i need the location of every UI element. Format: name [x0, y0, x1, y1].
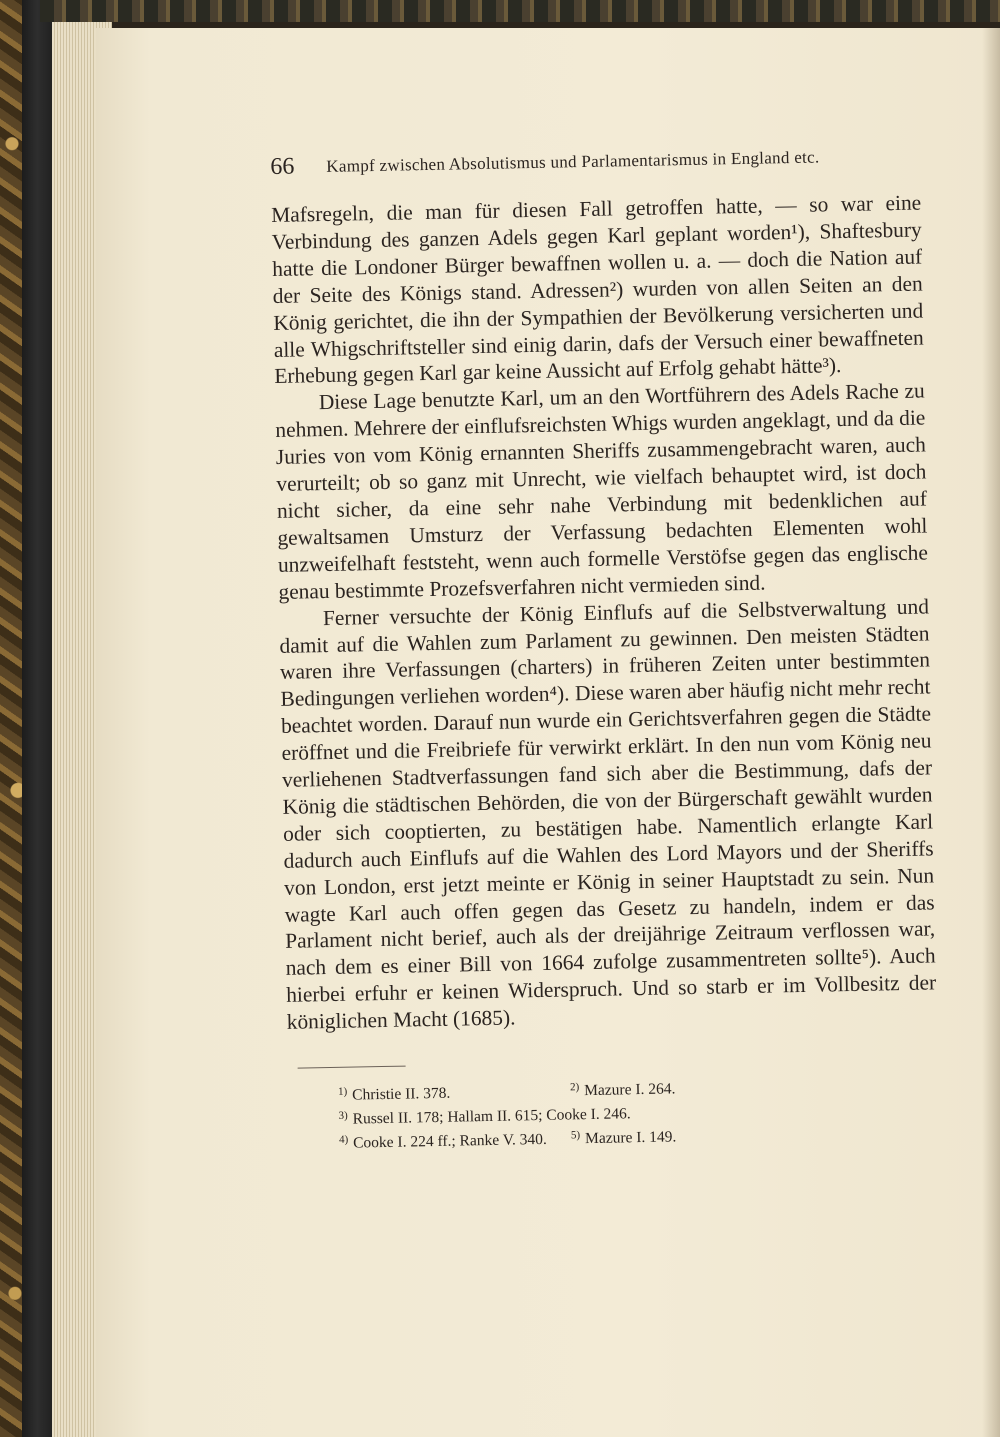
footnote-text: Mazure I. 264.	[584, 1080, 676, 1100]
body-paragraph-3: Ferner versuchte der König Einflufs auf die Selbstverwaltung und damit auf die Wahlen zum Parlament zu gewinnen. Den meisten Städten waren ihre Verfassungen (charters) in früheren Zeiten unter bestimmten Bedingungen verliehen worden⁴). Diese waren aber häufig nicht mehr recht beachtet worden. Darauf nun wurde ein Gerichtsverfahren gegen die Städte eröffnet und die Freibriefe für verwirkt erklärt. In den nun vom König neu verliehenen Stadtverfassungen fand sich aber die Bestimmung, dafs der König die städtischen Behörden, die von der Bürgerschaft gewählt wurden oder sich cooptierten, zu bestätigen habe. Namentlich erlangte Karl dadurch auch Einflufs auf die Wahlen des Lord Mayors und der Sheriffs von London, erst jetzt meinte er König in seiner Hauptstadt zu sein. Nun wagte Karl auch offen gegen das Gesetz zu handeln, indem er das Parlament nicht berief, auch als der dreijährige Zeitraum verflossen war, nach dem es einer Bill von 1664 zufolge zusammentreten sollte⁵). Auch hierbei erfuhr er keinen Widerspruch. Und so starb er im Vollbesitz der königlichen Macht (1685).	[279, 594, 937, 1035]
footnote-number: 5)	[570, 1129, 581, 1142]
footnote-divider	[298, 1066, 406, 1069]
top-binding-strip	[40, 0, 1000, 22]
body-paragraph-2: Diese Lage benutzte Karl, um an den Wortführern des Adels Rache zu nehmen. Mehrere der einflufsreichsten Whigs wurden angeklagt, und da die Juries von vom König ernannten Sheriffs zusammengebracht waren, auch verurteilt; ob so ganz mit Unrecht, wie vielfach behauptet wird, ist doch nicht sicher, da eine sehr nahe Verbindung mit bedenklichen auf gewaltsamen Umsturz der Verfassung bedachten Elementen wohl unzweifelhaft feststeht, wenn auch formelle Verstöfse gegen das englische genau bestimmte Prozefsverfahren nicht vermieden sind.	[275, 378, 929, 604]
footnote-1	[338, 1082, 570, 1105]
footnote-text: Cooke I. 224 ff.; Ranke V. 340.	[352, 1130, 548, 1152]
footnote-text: Russel II. 178; Hallam II. 615; Cooke I. 246.	[352, 1105, 631, 1128]
footnote-number: 3)	[338, 1109, 348, 1122]
footnote-5	[571, 1127, 677, 1148]
footnote-number: 4)	[338, 1133, 349, 1146]
footnote-text: Christie II. 378.	[352, 1084, 451, 1104]
body-paragraph-1: Mafsregeln, die man für diesen Fall getroffen hatte, — so war eine Verbindung des ganzen Adels gegen Karl geplant worden¹), Shaftesbury hatte die Londoner Bürger bewaffnen wollen u. a. — doch die Nation auf der Seite des Königs stand. Adressen²) wurden von allen Seiten an den König gerichtet, die ihn der Sympathien der Bevölkerung versicherten und alle Whigschriftsteller sind einig darin, dafs der Versuch einer bewaffneten Erhebung gegen Karl gar keine Aussicht auf Erfolg gehabt hätte³).	[271, 190, 924, 389]
footnotes	[338, 1074, 939, 1158]
page-number: 66	[270, 153, 295, 180]
page-shadow	[982, 28, 1000, 1437]
footnote-number: 2)	[569, 1081, 580, 1094]
footnote-text: Mazure I. 149.	[584, 1128, 677, 1148]
footnote-4	[339, 1129, 571, 1152]
footnote-number: 1)	[337, 1085, 348, 1098]
page-content	[270, 138, 939, 1159]
footnote-2	[570, 1079, 676, 1100]
running-head: Kampf zwischen Absolutismus und Parlamentarismus in England etc.	[326, 147, 820, 176]
